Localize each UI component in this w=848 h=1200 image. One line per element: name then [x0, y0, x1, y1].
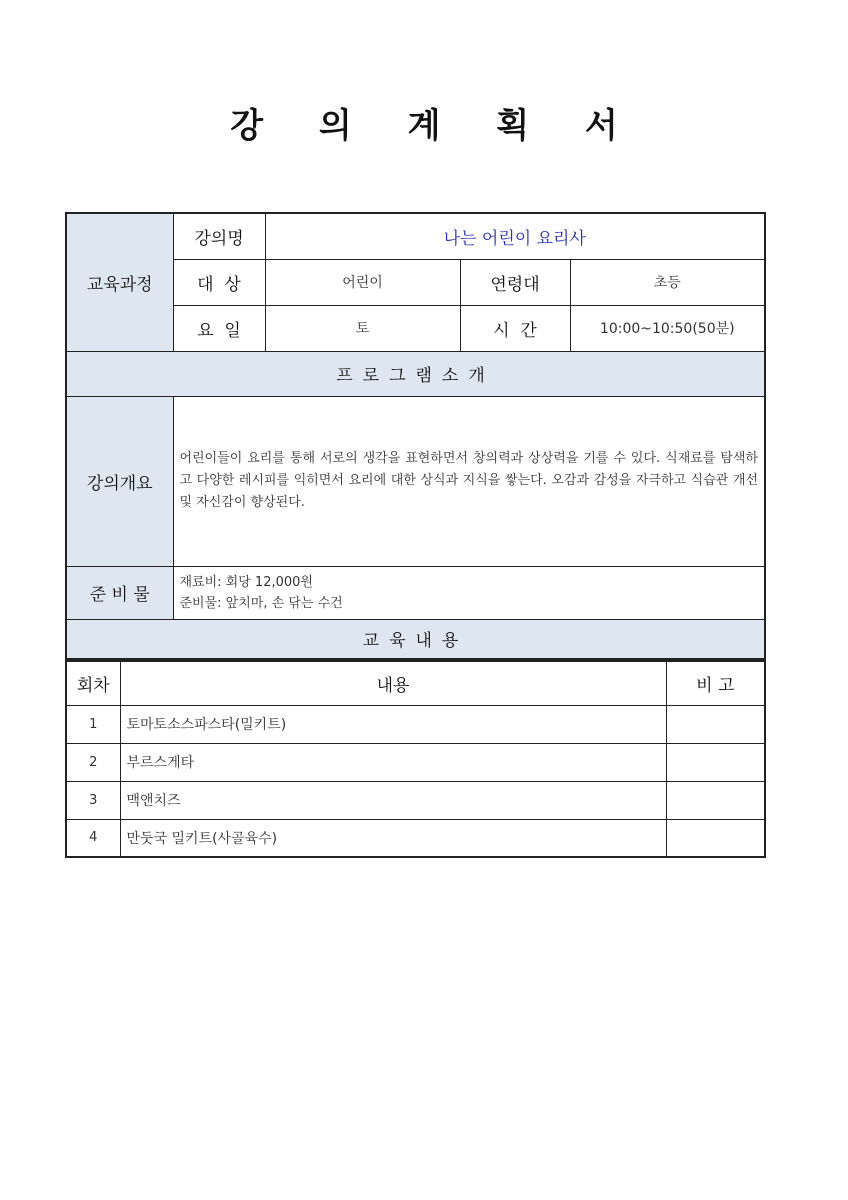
row-number: 1 — [66, 705, 120, 743]
overview-cell — [173, 396, 765, 566]
content-col-header: 내용 — [120, 661, 666, 705]
course-name-label: 강의명 — [173, 213, 265, 259]
course-name-value: 나는 어린이 요리사 — [265, 213, 765, 259]
course-info-table — [65, 212, 766, 660]
prep-items: 준비물: 앞치마, 손 닦는 수건 — [179, 595, 343, 611]
row-content: 부르스게타 — [120, 743, 666, 781]
prep-cell — [173, 566, 765, 619]
row-note — [666, 781, 765, 819]
row-content: 만둣국 밀키트(사골육수) — [120, 819, 666, 857]
table-row — [66, 705, 765, 743]
note-col-header: 비 고 — [666, 661, 765, 705]
education-table — [65, 660, 766, 858]
course-section-label: 교육과정 — [66, 213, 173, 351]
row-content: 맥앤치즈 — [120, 781, 666, 819]
row-note — [666, 705, 765, 743]
document-title: 강 의 계 획 서 — [230, 106, 640, 146]
time-label: 시 간 — [460, 305, 570, 351]
education-header: 교육내용 — [66, 619, 765, 659]
row-note — [666, 743, 765, 781]
session-col-header: 회차 — [66, 661, 120, 705]
target-label: 대 상 — [173, 259, 265, 305]
table-row — [66, 781, 765, 819]
prep-label: 준 비 물 — [66, 566, 173, 619]
time-value: 10:00~10:50(50분) — [570, 305, 765, 351]
day-label: 요 일 — [173, 305, 265, 351]
prep-fee: 재료비: 회당 12,000원 — [179, 574, 313, 590]
row-number: 4 — [66, 819, 120, 857]
row-content: 토마토소스파스타(밀키트) — [120, 705, 666, 743]
target-value: 어린이 — [265, 259, 460, 305]
row-number: 2 — [66, 743, 120, 781]
row-note — [666, 819, 765, 857]
age-value: 초등 — [570, 259, 765, 305]
overview-text: 어린이들이 요리를 통해 서로의 생각을 표현하면서 창의력과 상상력을 기를 수 있다. 식재료를 탐색하고 다양한 레시피를 익히면서 요리에 대한 상식과 지식을 쌓는다. 오감과 감성을 자극하고 식습관 개선 및 자신감이 향상된다. — [179, 451, 759, 510]
table-row — [66, 743, 765, 781]
row-number: 3 — [66, 781, 120, 819]
program-header: 프로그램소개 — [66, 351, 765, 396]
day-value: 토 — [265, 305, 460, 351]
age-label: 연령대 — [460, 259, 570, 305]
overview-label: 강의개요 — [66, 396, 173, 566]
table-row — [66, 819, 765, 857]
